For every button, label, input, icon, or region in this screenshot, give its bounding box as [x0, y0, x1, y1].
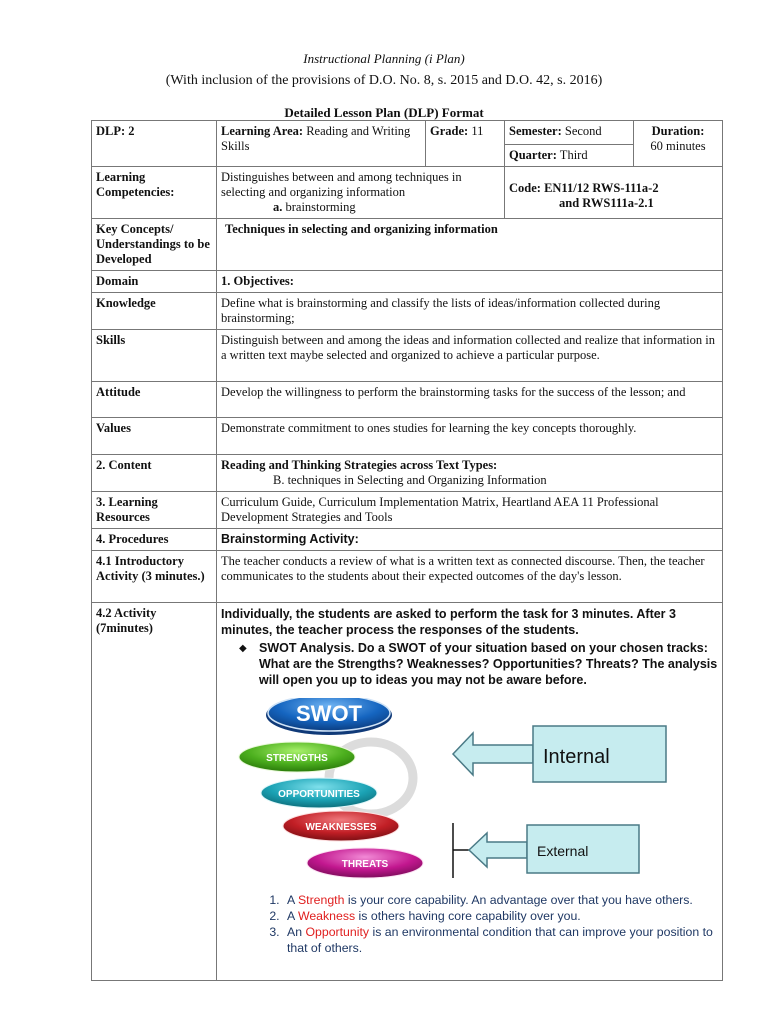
code-line2: and RWS111a-2.1: [559, 196, 654, 210]
key-concepts-value: Techniques in selecting and organizing information: [217, 219, 723, 271]
definition-strength: [283, 892, 718, 908]
definition-strength-post: is your core capability. An advantage over that you have others.: [344, 893, 693, 907]
definition-opportunity-post: is an environmental condition that can improve your position to that of others.: [287, 925, 713, 955]
definition-opportunity: [283, 924, 718, 956]
content-line1: Reading and Thinking Strategies across Text Types:: [221, 458, 498, 472]
content-line2: B. techniques in Selecting and Organizing Information: [273, 473, 547, 487]
definition-opportunity-key: Opportunity: [305, 925, 370, 939]
learning-area-value: Reading and Writing Skills: [221, 124, 411, 153]
quarter-label: Quarter:: [509, 148, 557, 162]
definition-opportunity-pre: An: [287, 925, 306, 939]
grade-cell: [426, 121, 505, 167]
grade-value: 11: [468, 124, 484, 138]
learning-area-label: Learning Area:: [221, 124, 304, 138]
competencies-label: Learning Competencies:: [92, 167, 217, 219]
format-title: Detailed Lesson Plan (DLP) Format: [284, 105, 484, 120]
competencies-text: Distinguishes between and among techniques in selecting and organizing information: [221, 170, 462, 199]
external-label: External: [537, 843, 589, 859]
external-arrow: [469, 833, 527, 867]
definition-weakness: [283, 908, 718, 924]
code-cell: [505, 167, 723, 219]
dlp-number: DLP: 2: [92, 121, 217, 167]
semester-value: Second: [561, 124, 602, 138]
resources-value: Curriculum Guide, Curriculum Implementation Matrix, Heartland AEA 11 Professional Development Strategies and Tools: [217, 492, 723, 529]
code-line1: Code: EN11/12 RWS-111a-2: [509, 181, 659, 195]
key-concepts-label: Key Concepts/ Understandings to be Developed: [92, 219, 217, 271]
grade-label: Grade:: [430, 124, 469, 138]
intro-value: The teacher conducts a review of what is a written text as connected discourse. Then, the teacher communicates to the students about their expected outcomes of the day's lesson.: [217, 551, 723, 603]
plan-title: Instructional Planning (i Plan): [303, 51, 465, 66]
internal-label: Internal: [543, 746, 610, 768]
semester-cell: [505, 121, 634, 145]
plan-subtitle: (With inclusion of the provisions of D.O. No. 8, s. 2015 and D.O. 42, s. 2016): [165, 73, 603, 88]
swot-pill-label: SWOT: [296, 701, 362, 726]
swot-definitions: [261, 892, 718, 956]
activity-cell: [217, 603, 723, 981]
skills-label: Skills: [92, 330, 217, 382]
procedures-label: 4. Procedures: [92, 529, 217, 551]
internal-arrow: [453, 733, 533, 775]
duration-value: 60 minutes: [650, 139, 706, 153]
activity-label: 4.2 Activity (7minutes): [92, 603, 217, 981]
domain-value: 1. Objectives:: [217, 271, 723, 293]
quarter-value: Third: [556, 148, 588, 162]
competencies-sub-letter: a.: [273, 200, 283, 214]
competencies-sub-text: brainstorming: [282, 200, 356, 214]
definition-weakness-key: Weakness: [297, 909, 356, 923]
learning-area-cell: [217, 121, 426, 167]
content-cell: [217, 455, 723, 492]
diamond-bullet-icon: ◆: [239, 643, 247, 654]
competencies-cell: [217, 167, 505, 219]
swot-diagram: [221, 698, 741, 888]
knowledge-label: Knowledge: [92, 293, 217, 330]
skills-value: Distinguish between and among the ideas and information collected and realize that information in a written text maybe selected and organized to achieve a particular purpose.: [217, 330, 723, 382]
duration-label: Duration:: [651, 124, 705, 138]
definition-strength-pre: A: [287, 893, 298, 907]
strengths-pill-label: STRENGTHS: [266, 753, 328, 764]
procedures-value: Brainstorming Activity:: [217, 529, 723, 551]
resources-label: 3. Learning Resources: [92, 492, 217, 529]
swot-instruction: SWOT Analysis. Do a SWOT of your situation based on your chosen tracks: What are the Strengths? Weaknesses? Opportunities? Threats? The analysis will open you up to ideas you may not be aware before.: [259, 641, 718, 687]
weaknesses-pill-label: WEAKNESSES: [305, 822, 377, 833]
quarter-cell: [505, 145, 634, 167]
values-label: Values: [92, 418, 217, 455]
opportunities-pill-label: OPPORTUNITIES: [278, 789, 360, 800]
attitude-label: Attitude: [92, 382, 217, 418]
content-label: 2. Content: [92, 455, 217, 492]
activity-intro: Individually, the students are asked to perform the task for 3 minutes. After 3 minutes, the teacher process the responses of the students.: [221, 607, 676, 637]
threats-pill-label: THREATS: [341, 859, 389, 870]
semester-label: Semester:: [509, 124, 562, 138]
definition-strength-key: Strength: [297, 893, 345, 907]
intro-label: 4.1 Introductory Activity (3 minutes.): [92, 551, 217, 603]
attitude-value: Develop the willingness to perform the brainstorming tasks for the success of the lesson; and: [217, 382, 723, 418]
definition-weakness-post: is others having core capability over you.: [355, 909, 581, 923]
lesson-plan-table: [91, 120, 723, 981]
knowledge-value: Define what is brainstorming and classify the lists of ideas/information collected during brainstorming;: [217, 293, 723, 330]
domain-label: Domain: [92, 271, 217, 293]
definition-weakness-pre: A: [287, 909, 298, 923]
duration-cell: [634, 121, 723, 167]
values-value: Demonstrate commitment to ones studies for learning the key concepts thoroughly.: [217, 418, 723, 455]
